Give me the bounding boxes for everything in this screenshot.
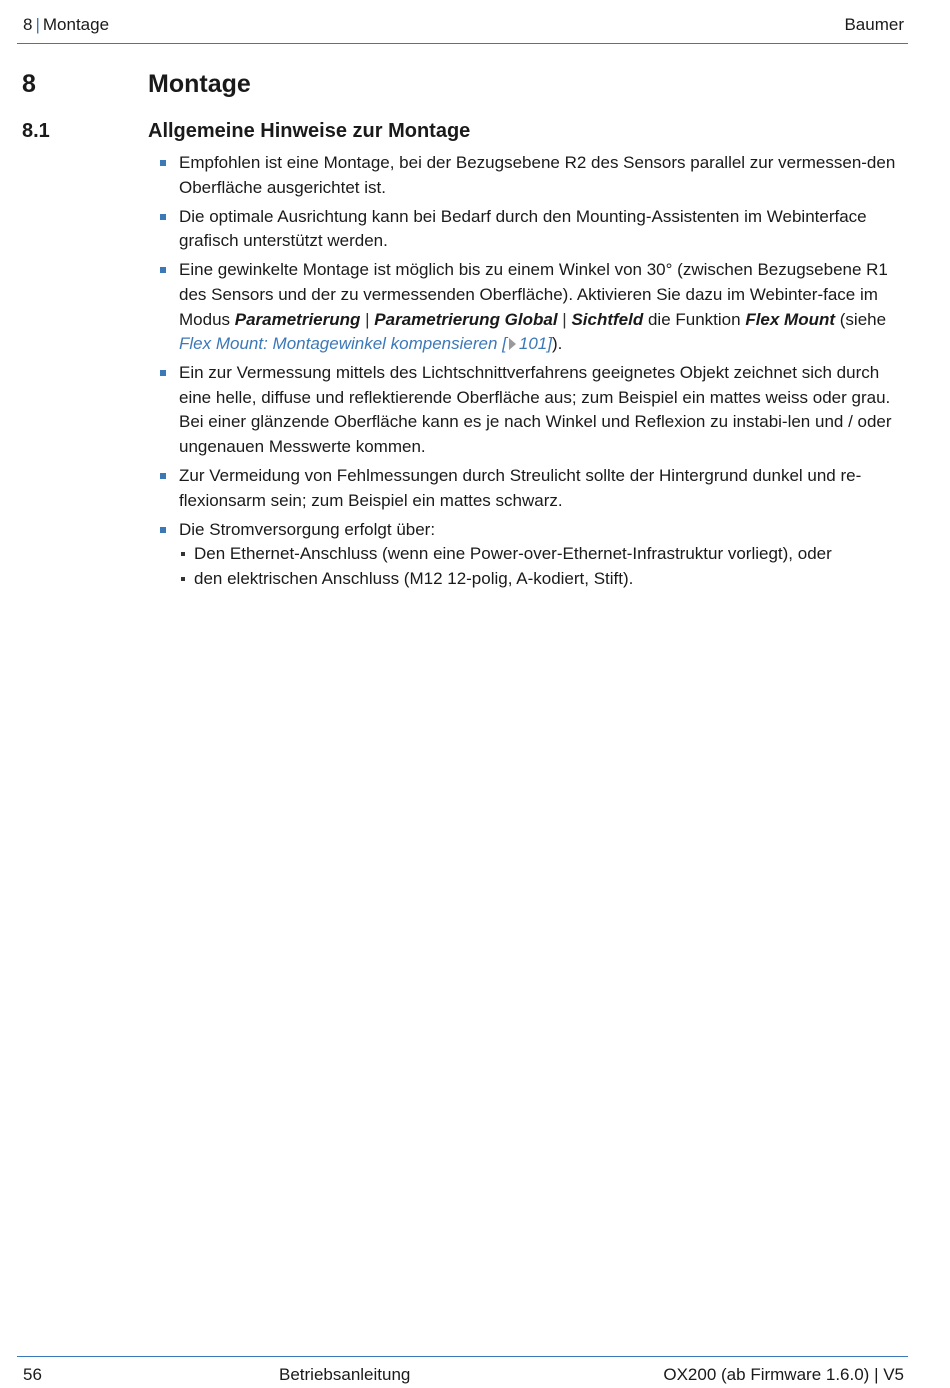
product-version: OX200 (ab Firmware 1.6.0) | V5 — [663, 1365, 904, 1384]
list-item — [148, 518, 908, 592]
list-item — [148, 258, 908, 356]
chapter-title: Montage — [148, 70, 251, 98]
sub-list — [179, 542, 908, 591]
bullet-text: Ein zur Vermessung mittels des Lichtschnittverfahrens geeignetes Objekt zeichnet sich durch eine helle, diffuse und reflektierende Oberfläche aus; zum Beispiel ein mattes weiss oder grau. Bei einer glänzende Oberfläche kann es je nach Winkel und Reflexion zu instabi-len und / oder ungenauen Messwerte kommen. — [179, 363, 892, 457]
path-separator: | — [360, 309, 375, 329]
list-item — [148, 361, 908, 459]
sub-bullet-icon — [181, 577, 185, 581]
bullet-text: Die optimale Ausrichtung kann bei Bedarf durch den Mounting-Assistenten im Webinterface grafisch unterstützt werden. — [179, 206, 867, 251]
bullet-text: Empfohlen ist eine Montage, bei der Bezugsebene R2 des Sensors parallel zur vermessen-den Oberfläche ausgerichtet ist. — [179, 153, 896, 197]
bullet-text: Eine gewinkelte Montage ist möglich bis zu einem Winkel von 30° (zwischen Bezugsebene R1 des Sensors und der zu vermessenden Oberfläche). Aktivieren Sie dazu im Webinter-face im Modus — [179, 260, 888, 329]
page-arrow-icon — [509, 338, 516, 350]
page-footer — [17, 1356, 908, 1388]
header-brand: Baumer — [844, 15, 904, 34]
bullet-square-icon — [160, 370, 166, 376]
bullet-list — [148, 151, 908, 596]
bullet-text: (siehe — [835, 309, 887, 329]
sub-list-item — [179, 567, 908, 592]
chapter-number: 8 — [22, 70, 36, 98]
bullet-text: Die Stromversorgung erfolgt über: — [179, 519, 436, 539]
link-text: Flex Mount: Montagewinkel kompensieren [ — [179, 334, 507, 354]
bullet-text: die Funktion — [643, 309, 746, 329]
bullet-square-icon — [160, 473, 166, 479]
bullet-square-icon — [160, 527, 166, 533]
section-number: 8.1 — [22, 120, 50, 142]
sub-bullet-icon — [181, 552, 185, 556]
menu-path-sichtfeld: Sichtfeld — [571, 309, 644, 329]
section-title: Allgemeine Hinweise zur Montage — [148, 120, 471, 142]
bullet-square-icon — [160, 160, 166, 166]
menu-path-parametrierung-global: Parametrierung Global — [374, 309, 558, 329]
list-item — [148, 464, 908, 513]
path-separator: | — [557, 309, 572, 329]
sub-bullet-text: Den Ethernet-Anschluss (wenn eine Power-over-Ethernet-Infrastruktur vorliegt), oder — [194, 544, 832, 564]
menu-path-parametrierung: Parametrierung — [234, 309, 361, 329]
sub-bullet-text: den elektrischen Anschluss (M12 12-polig, A-kodiert, Stift). — [194, 569, 634, 588]
header-chapter-num: 8 — [23, 15, 33, 34]
bullet-square-icon — [160, 214, 166, 220]
bullet-text: ). — [551, 334, 563, 354]
sub-list-item — [179, 542, 908, 567]
list-item — [148, 151, 908, 200]
document-type: Betriebsanleitung — [279, 1365, 411, 1384]
function-flex-mount: Flex Mount — [745, 309, 836, 329]
header-chapter — [23, 15, 109, 35]
page-header — [17, 0, 908, 44]
bullet-square-icon — [160, 267, 166, 273]
page-number: 56 — [23, 1365, 42, 1384]
header-separator: | — [35, 15, 40, 34]
list-item — [148, 205, 908, 254]
header-chapter-title: Montage — [42, 15, 110, 34]
link-page: 101] — [518, 334, 552, 354]
flex-mount-link[interactable] — [179, 334, 552, 353]
bullet-text: Zur Vermeidung von Fehlmessungen durch Streulicht sollte der Hintergrund dunkel und re-flexionsarm sein; zum Beispiel ein mattes schwarz. — [179, 466, 862, 510]
